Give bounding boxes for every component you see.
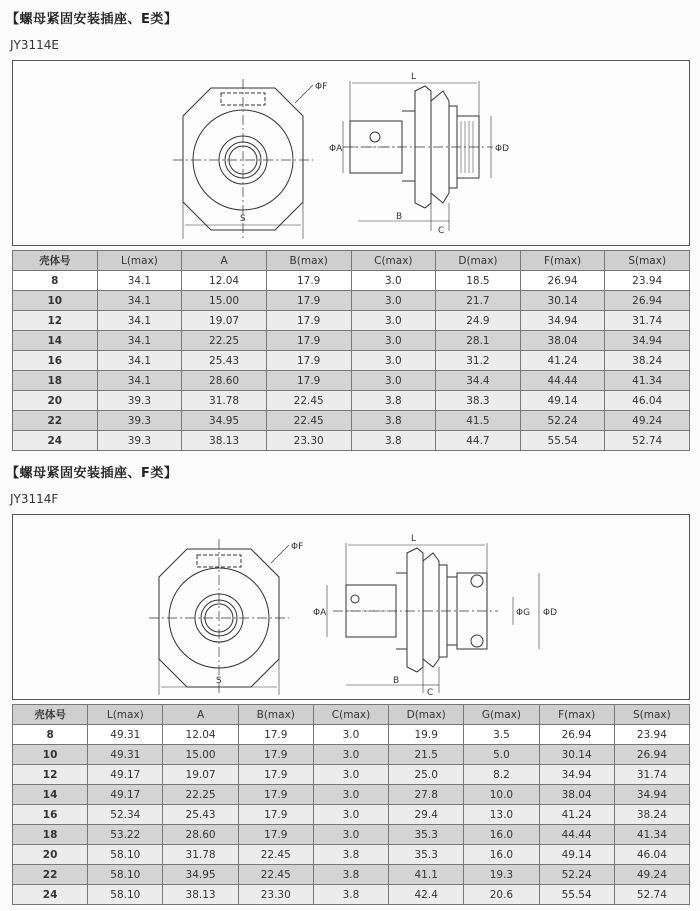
table-cell: 15.00 — [182, 291, 267, 311]
table-cell: 17.9 — [238, 745, 313, 765]
table-cell: 41.24 — [520, 351, 605, 371]
table-cell: 53.22 — [88, 825, 163, 845]
table-cell: 18 — [13, 825, 88, 845]
spec-table-f — [12, 704, 690, 905]
table-cell: 17.9 — [238, 785, 313, 805]
table-cell: 34.4 — [436, 371, 521, 391]
table-cell: 22.45 — [266, 411, 351, 431]
table-cell: 3.8 — [351, 431, 436, 451]
section-f-drawing — [12, 514, 690, 700]
table-cell: 52.74 — [614, 885, 689, 905]
table-row — [13, 785, 690, 805]
table-cell: 34.95 — [182, 411, 267, 431]
table-cell: 34.1 — [97, 331, 182, 351]
table-cell: 25.0 — [389, 765, 464, 785]
table-cell: 16 — [13, 351, 98, 371]
label-c: C — [427, 688, 434, 698]
table-row — [13, 291, 690, 311]
table-cell: 29.4 — [389, 805, 464, 825]
spec-table-e — [12, 250, 690, 451]
table-cell: 42.4 — [389, 885, 464, 905]
table-cell: 3.8 — [351, 391, 436, 411]
table-cell: 13.0 — [464, 805, 539, 825]
table-cell: 25.43 — [163, 805, 238, 825]
label-phi-d: ΦD — [543, 608, 558, 618]
table-cell: 5.0 — [464, 745, 539, 765]
table-cell: 58.10 — [88, 865, 163, 885]
table-cell: 44.44 — [539, 825, 614, 845]
table-cell: 20.6 — [464, 885, 539, 905]
table-cell: 55.54 — [520, 431, 605, 451]
table-cell: 23.94 — [614, 725, 689, 745]
table-cell: 49.24 — [605, 411, 690, 431]
column-header: 壳体号 — [13, 251, 98, 271]
table-cell: 35.3 — [389, 845, 464, 865]
table-cell: 34.1 — [97, 311, 182, 331]
table-cell: 46.04 — [605, 391, 690, 411]
table-cell: 22.25 — [182, 331, 267, 351]
table-cell: 24 — [13, 885, 88, 905]
table-cell: 34.1 — [97, 291, 182, 311]
table-cell: 17.9 — [238, 805, 313, 825]
table-cell: 3.0 — [313, 725, 388, 745]
table-cell: 19.3 — [464, 865, 539, 885]
table-cell: 39.3 — [97, 431, 182, 451]
table-cell: 12 — [13, 765, 88, 785]
table-cell: 38.13 — [182, 431, 267, 451]
column-header: B(max) — [238, 705, 313, 725]
table-cell: 31.2 — [436, 351, 521, 371]
table-cell: 21.7 — [436, 291, 521, 311]
column-header: F(max) — [539, 705, 614, 725]
table-cell: 44.7 — [436, 431, 521, 451]
table-cell: 17.9 — [266, 271, 351, 291]
section-f-technical-drawing — [13, 515, 689, 699]
table-cell: 39.3 — [97, 391, 182, 411]
table-cell: 46.04 — [614, 845, 689, 865]
table-cell: 41.34 — [605, 371, 690, 391]
table-cell: 26.94 — [614, 745, 689, 765]
label-l: L — [411, 534, 417, 544]
column-header: A — [163, 705, 238, 725]
table-cell: 41.1 — [389, 865, 464, 885]
table-cell: 24 — [13, 431, 98, 451]
table-cell: 17.9 — [266, 371, 351, 391]
table-cell: 34.1 — [97, 371, 182, 391]
table-cell: 34.94 — [539, 765, 614, 785]
label-b: B — [396, 212, 403, 222]
table-cell: 35.3 — [389, 825, 464, 845]
table-cell: 38.24 — [605, 351, 690, 371]
column-header: B(max) — [266, 251, 351, 271]
table-row — [13, 411, 690, 431]
table-cell: 49.31 — [88, 745, 163, 765]
table-cell: 38.13 — [163, 885, 238, 905]
table-cell: 22 — [13, 411, 98, 431]
table-cell: 23.94 — [605, 271, 690, 291]
table-row — [13, 431, 690, 451]
table-cell: 20 — [13, 845, 88, 865]
table-cell: 10 — [13, 745, 88, 765]
table-cell: 52.24 — [520, 411, 605, 431]
table-cell: 22.45 — [266, 391, 351, 411]
table-cell: 3.0 — [351, 331, 436, 351]
table-cell: 24.9 — [436, 311, 521, 331]
table-row — [13, 765, 690, 785]
section-e-drawing — [12, 60, 690, 246]
table-cell: 16.0 — [464, 825, 539, 845]
column-header: C(max) — [313, 705, 388, 725]
table-cell: 17.9 — [266, 311, 351, 331]
table-cell: 41.5 — [436, 411, 521, 431]
label-phi-d: ΦD — [495, 144, 510, 154]
table-cell: 3.0 — [351, 311, 436, 331]
table-cell: 34.1 — [97, 271, 182, 291]
label-phi-a: ΦA — [313, 608, 327, 618]
section-e-technical-drawing — [13, 61, 689, 245]
label-c: C — [438, 226, 445, 236]
label-phi-a: ΦA — [329, 144, 343, 154]
table-cell: 26.94 — [539, 725, 614, 745]
section-f-title: 【螺母紧固安装插座、F类】 — [6, 466, 178, 481]
table-cell: 22 — [13, 865, 88, 885]
table-header-row — [13, 251, 690, 271]
table-cell: 52.24 — [539, 865, 614, 885]
table-cell: 28.60 — [163, 825, 238, 845]
table-cell: 31.78 — [182, 391, 267, 411]
table-cell: 14 — [13, 785, 88, 805]
table-cell: 3.0 — [313, 745, 388, 765]
table-row — [13, 271, 690, 291]
column-header: F(max) — [520, 251, 605, 271]
table-cell: 21.5 — [389, 745, 464, 765]
table-cell: 17.9 — [238, 765, 313, 785]
table-cell: 31.74 — [614, 765, 689, 785]
table-cell: 49.17 — [88, 765, 163, 785]
table-cell: 22.45 — [238, 845, 313, 865]
table-row — [13, 725, 690, 745]
column-header: A — [182, 251, 267, 271]
table-cell: 22.45 — [238, 865, 313, 885]
table-row — [13, 391, 690, 411]
table-cell: 23.30 — [266, 431, 351, 451]
table-cell: 38.24 — [614, 805, 689, 825]
table-cell: 49.31 — [88, 725, 163, 745]
table-cell: 3.0 — [351, 351, 436, 371]
column-header: D(max) — [389, 705, 464, 725]
column-header: L(max) — [88, 705, 163, 725]
table-header-row — [13, 705, 690, 725]
table-cell: 17.9 — [266, 331, 351, 351]
table-row — [13, 825, 690, 845]
table-cell: 52.34 — [88, 805, 163, 825]
table-cell: 34.94 — [614, 785, 689, 805]
table-cell: 3.0 — [313, 785, 388, 805]
table-cell: 16.0 — [464, 845, 539, 865]
table-cell: 38.04 — [520, 331, 605, 351]
table-cell: 12.04 — [182, 271, 267, 291]
column-header: L(max) — [97, 251, 182, 271]
table-cell: 38.3 — [436, 391, 521, 411]
table-cell: 49.24 — [614, 865, 689, 885]
table-cell: 17.9 — [238, 725, 313, 745]
table-cell: 3.0 — [313, 765, 388, 785]
table-cell: 55.54 — [539, 885, 614, 905]
table-row — [13, 331, 690, 351]
table-row — [13, 885, 690, 905]
label-phi-g: ΦG — [516, 608, 531, 618]
label-phi-f: ΦF — [315, 82, 328, 92]
table-cell: 39.3 — [97, 411, 182, 431]
table-cell: 34.1 — [97, 351, 182, 371]
table-cell: 49.14 — [520, 391, 605, 411]
table-cell: 19.07 — [182, 311, 267, 331]
label-phi-f: ΦF — [291, 542, 304, 552]
table-row — [13, 845, 690, 865]
table-cell: 26.94 — [520, 271, 605, 291]
table-cell: 27.8 — [389, 785, 464, 805]
table-cell: 17.9 — [238, 825, 313, 845]
label-s: S — [216, 676, 222, 686]
table-cell: 10.0 — [464, 785, 539, 805]
table-cell: 58.10 — [88, 885, 163, 905]
table-cell: 3.8 — [313, 865, 388, 885]
section-e-model: JY3114E — [10, 38, 59, 52]
section-f-model: JY3114F — [10, 492, 59, 506]
table-cell: 31.78 — [163, 845, 238, 865]
label-b: B — [393, 676, 400, 686]
table-row — [13, 371, 690, 391]
table-cell: 19.9 — [389, 725, 464, 745]
table-row — [13, 351, 690, 371]
table-cell: 28.60 — [182, 371, 267, 391]
table-row — [13, 311, 690, 331]
table-cell: 18.5 — [436, 271, 521, 291]
column-header: S(max) — [605, 251, 690, 271]
table-cell: 3.0 — [351, 371, 436, 391]
section-e-title: 【螺母紧固安装插座、E类】 — [6, 12, 178, 27]
table-cell: 17.9 — [266, 291, 351, 311]
table-cell: 52.74 — [605, 431, 690, 451]
label-s: S — [240, 214, 246, 224]
table-cell: 44.44 — [520, 371, 605, 391]
table-cell: 3.0 — [313, 805, 388, 825]
table-cell: 8 — [13, 725, 88, 745]
table-cell: 23.30 — [238, 885, 313, 905]
table-cell: 49.14 — [539, 845, 614, 865]
column-header: G(max) — [464, 705, 539, 725]
table-cell: 34.95 — [163, 865, 238, 885]
table-cell: 8 — [13, 271, 98, 291]
column-header: S(max) — [614, 705, 689, 725]
table-cell: 28.1 — [436, 331, 521, 351]
table-cell: 58.10 — [88, 845, 163, 865]
table-cell: 16 — [13, 805, 88, 825]
table-cell: 30.14 — [520, 291, 605, 311]
table-cell: 14 — [13, 331, 98, 351]
table-cell: 10 — [13, 291, 98, 311]
column-header: D(max) — [436, 251, 521, 271]
table-cell: 17.9 — [266, 351, 351, 371]
table-cell: 38.04 — [539, 785, 614, 805]
table-row — [13, 745, 690, 765]
table-cell: 3.0 — [351, 271, 436, 291]
table-cell: 26.94 — [605, 291, 690, 311]
table-cell: 34.94 — [520, 311, 605, 331]
table-cell: 8.2 — [464, 765, 539, 785]
table-row — [13, 805, 690, 825]
table-cell: 3.8 — [313, 885, 388, 905]
column-header: 壳体号 — [13, 705, 88, 725]
table-cell: 41.24 — [539, 805, 614, 825]
table-cell: 3.5 — [464, 725, 539, 745]
table-cell: 31.74 — [605, 311, 690, 331]
table-cell: 3.0 — [313, 825, 388, 845]
table-cell: 19.07 — [163, 765, 238, 785]
table-cell: 12 — [13, 311, 98, 331]
table-cell: 34.94 — [605, 331, 690, 351]
table-cell: 12.04 — [163, 725, 238, 745]
table-cell: 3.8 — [313, 845, 388, 865]
table-cell: 20 — [13, 391, 98, 411]
table-cell: 15.00 — [163, 745, 238, 765]
label-l: L — [411, 72, 417, 82]
table-cell: 3.8 — [351, 411, 436, 431]
column-header: C(max) — [351, 251, 436, 271]
table-cell: 22.25 — [163, 785, 238, 805]
table-cell: 30.14 — [539, 745, 614, 765]
table-cell: 49.17 — [88, 785, 163, 805]
table-row — [13, 865, 690, 885]
table-cell: 41.34 — [614, 825, 689, 845]
table-cell: 3.0 — [351, 291, 436, 311]
table-cell: 25.43 — [182, 351, 267, 371]
table-cell: 18 — [13, 371, 98, 391]
